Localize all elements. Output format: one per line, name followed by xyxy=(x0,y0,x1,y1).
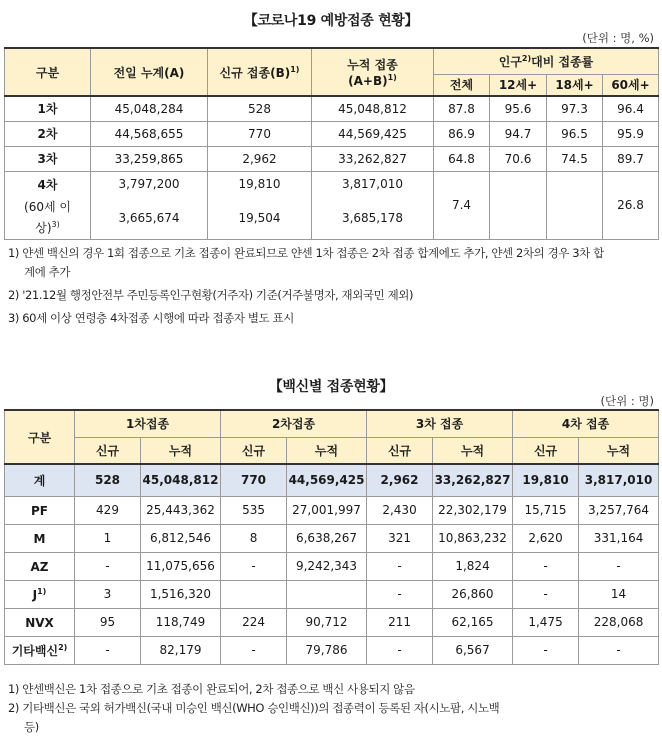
header-prev-total: 전일 누계(A) xyxy=(91,48,208,96)
table-row: 4차 3,797,200 19,810 3,817,010 7.4 26.8 xyxy=(5,171,659,197)
vaccination-status-table xyxy=(4,47,659,240)
vaccine-type-table: 구분 1차접종 2차접종 3차 접종 4차 접종 신규 누적 신규 누적 신규 누적 신규 누적 계 528 45,048,812 770 44,569,425 2,962 33,262,827 19,810 3,817,010 PF 429 25,443,362 535 27,001,997 2,430 22,302,179 15,715 3,257,764 M 1 6,812,546 8 6,638,267 321 10,863,232 2,620 331,164 AZ - 11,075,656 - 9,242,343 - 1,824 - - $J^{1)}$ 3 1,516,320 - 26,860 - 14 NVX 95 118,749 224 90,712 211 62,165 1,475 228,068 기타백신$^{2)}$ - 82,179 - 79,786 - 6,567 - - xyxy=(4,409,659,665)
table-row: PF 429 25,443,362 535 27,001,997 2,430 22,302,179 15,715 3,257,764 xyxy=(5,496,659,524)
table1-notes: 1) 얀센 백신의 경우 1회 접종으로 기초 접종이 완료되므로 얀센 1차 접종은 2차 접종 합계에도 추가, 얀센 2차의 경우 3차 합 계에 추가 2) '21.12월 행정안전부 주민등록인구현황(거주자) 기준(거주불명자, 재외국민 제외) 3) 60세 이상 연령층 4차접종 시행에 따라 접종자 별도 표시 xyxy=(8,246,604,325)
table-row: 3차 33,259,865 2,962 33,262,827 64.8 70.6 74.5 89.7 xyxy=(5,146,659,171)
table-row: 1차 45,048,284 528 45,048,812 87.8 95.6 97.3 96.4 xyxy=(5,96,659,121)
header-new: 신규 접종$(B)^{1)}$ xyxy=(208,48,312,96)
header-dose1: 1차접종 xyxy=(75,410,221,437)
header-rate: 인구$^{2)}$대비 접종률 xyxy=(434,48,659,74)
table-row: M 1 6,812,546 8 6,638,267 321 10,863,232 2,620 331,164 xyxy=(5,524,659,552)
table-row: $J^{1)}$ 3 1,516,320 - 26,860 - 14 xyxy=(5,580,659,608)
table-row: 기타백신$^{2)}$ - 82,179 - 79,786 - 6,567 - - xyxy=(5,636,659,664)
header-18plus: 18세+ xyxy=(547,74,603,96)
table-row: 2차 44,568,655 770 44,569,425 86.9 94.7 96.5 95.9 xyxy=(5,121,659,146)
header-dose2: 2차접종 xyxy=(221,410,367,437)
total-row: 계 528 45,048,812 770 44,569,425 2,962 33,262,827 19,810 3,817,010 xyxy=(5,464,659,496)
table1-title: 【코로나19 예방접종 현황】 xyxy=(243,13,419,29)
header-dose4: 4차 접종 xyxy=(513,410,659,437)
header-dose3: 3차 접종 xyxy=(367,410,513,437)
table2-unit: (단위 : 명) xyxy=(600,394,654,408)
table2-title: 【백신별 접종현황】 xyxy=(268,379,394,395)
header-12plus: 12세+ xyxy=(490,74,547,96)
table2-notes: 1) 얀센백신은 1차 접종으로 기초 접종이 완료되어, 2차 접종으로 백신 사용되지 않음 2) 기타백신은 국외 허가백신(국내 미승인 백신(WHO 승인백신))의 접종력이 등록된 자(시노팜, 시노백 등) xyxy=(8,682,500,734)
table-row: NVX 95 118,749 224 90,712 211 62,165 1,475 228,068 xyxy=(5,608,659,636)
header-cumulative: 누적 접종 $(A+B)^{1)}$ xyxy=(312,48,434,96)
header-gubun: 구분 xyxy=(5,410,75,464)
table-row: (60세 이 상)$^{3)}$ 3,665,674 19,504 3,685,178 xyxy=(5,197,659,239)
table1-unit: (단위 : 명, %) xyxy=(582,31,654,45)
header-all: 전체 xyxy=(434,74,490,96)
table-row: AZ - 11,075,656 - 9,242,343 - 1,824 - - xyxy=(5,552,659,580)
header-gubun: 구분 xyxy=(5,48,91,96)
header-60plus: 60세+ xyxy=(603,74,659,96)
